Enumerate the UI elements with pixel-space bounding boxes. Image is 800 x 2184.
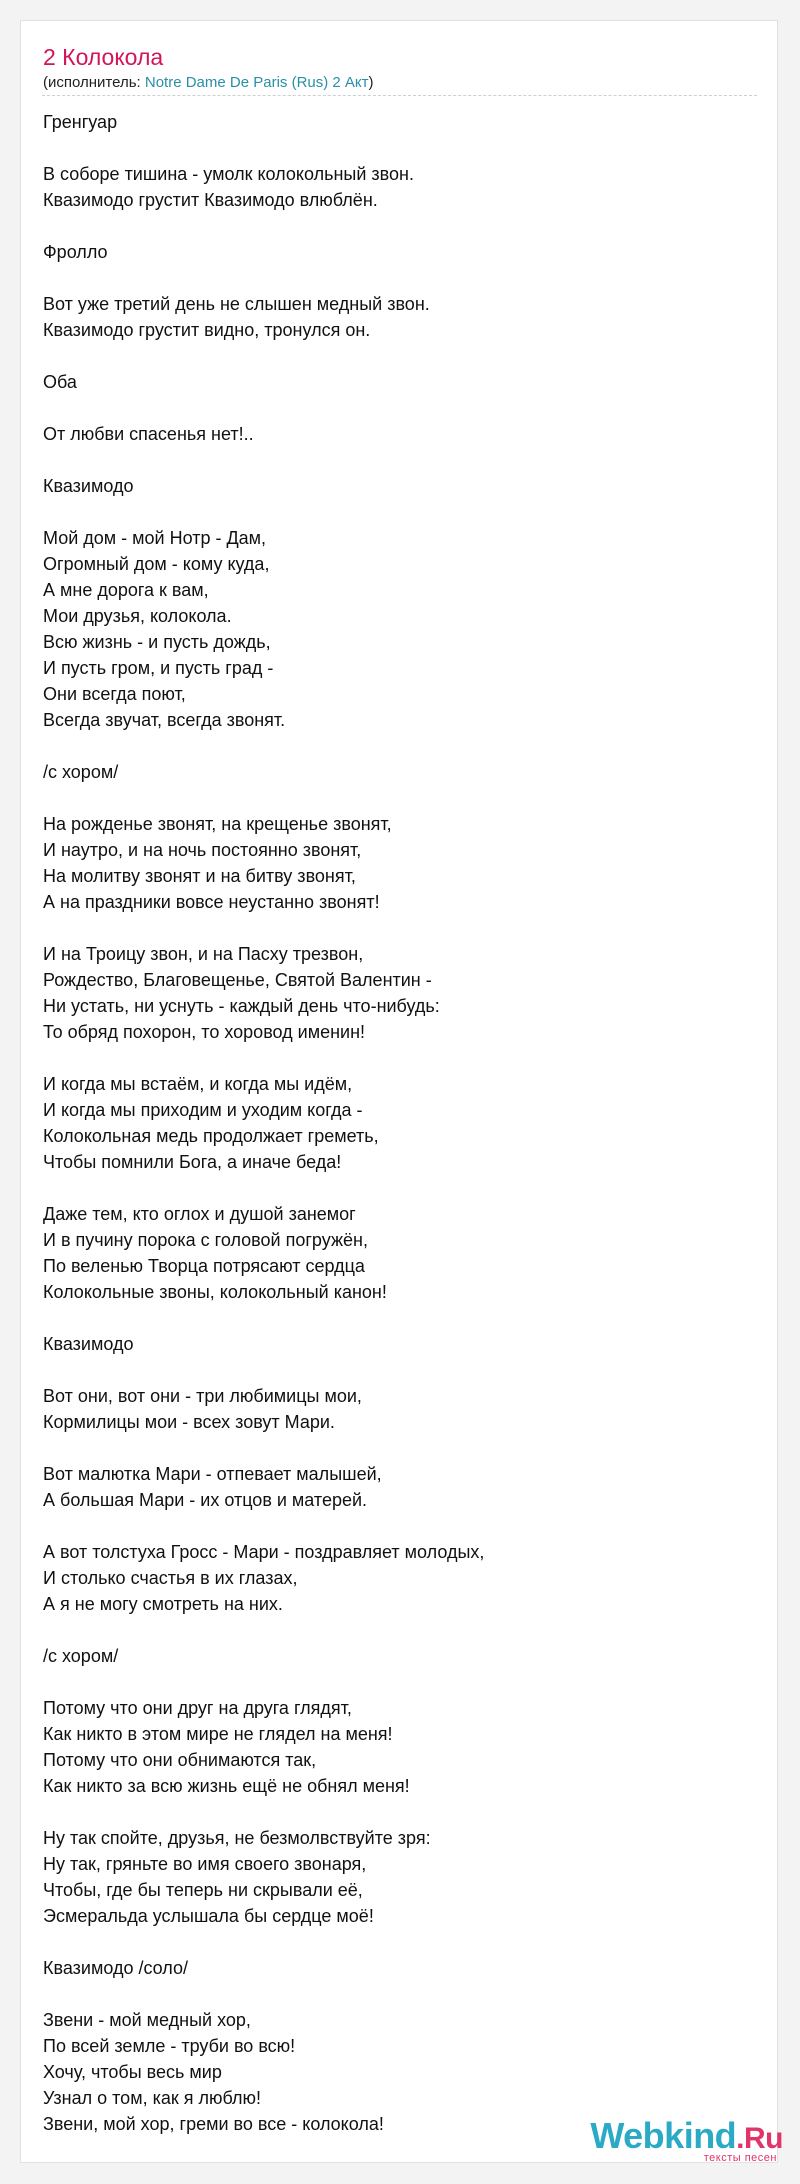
lyrics-line: И когда мы приходим и уходим когда -: [43, 1100, 363, 1120]
lyrics-line: А мне дорога к вам,: [43, 580, 209, 600]
header-divider: [42, 95, 757, 96]
lyrics-line: И в пучину порока с головой погружён,: [43, 1230, 368, 1250]
lyrics-line: Колокольная медь продолжает греметь,: [43, 1126, 379, 1146]
lyrics-stanza: [43, 759, 758, 785]
artist-suffix: ): [368, 74, 374, 91]
lyrics-line: Потому что они обнимаются так,: [43, 1750, 317, 1770]
logo-name: Webkind: [590, 2115, 737, 2156]
lyrics-line: Всю жизнь - и пусть дождь,: [43, 632, 271, 652]
lyrics-line: Вот уже третий день не слышен медный звон.: [43, 294, 430, 314]
logo-tagline: тексты песен: [703, 2152, 777, 2164]
lyrics-line: Потому что они друг на друга глядят,: [43, 1698, 352, 1718]
lyrics-line: Всегда звучат, всегда звонят.: [43, 710, 286, 730]
lyrics-line: На рожденье звонят, на крещенье звонят,: [43, 814, 392, 834]
logo-tld: .Ru: [736, 2122, 783, 2155]
lyrics-stanza: [43, 811, 758, 915]
lyrics-stanza: [43, 941, 758, 1045]
lyrics-line: Звени - мой медный хор,: [43, 2010, 251, 2030]
lyrics-line: Кормилицы мои - всех зовут Мари.: [43, 1412, 335, 1432]
lyrics-line: И когда мы встаём, и когда мы идём,: [43, 1074, 353, 1094]
lyrics-line: И пусть гром, и пусть град -: [43, 658, 274, 678]
lyrics-line: Квазимодо грустит видно, тронулся он.: [43, 320, 371, 340]
lyrics-stanza: [43, 109, 758, 135]
lyrics-stanza: [43, 1825, 758, 1929]
lyrics-line: Они всегда поют,: [43, 684, 186, 704]
lyrics-line: Вот малютка Мари - отпевает малышей,: [43, 1464, 382, 1484]
lyrics-line: Колокольные звоны, колокольный канон!: [43, 1282, 387, 1302]
lyrics-line: Как никто в этом мире не глядел на меня!: [43, 1724, 393, 1744]
lyrics-stanza: [43, 525, 758, 733]
lyrics-stanza: [43, 1201, 758, 1305]
lyrics-line: А вот толстуха Гросс - Мари - поздравляет молодых,: [43, 1542, 485, 1562]
lyrics-line: Квазимодо: [43, 1334, 134, 1354]
lyrics-line: /с хором/: [43, 1646, 119, 1666]
artist-link[interactable]: Notre Dame De Paris (Rus) 2 Акт: [144, 74, 369, 91]
lyrics-line: Мои друзья, колокола.: [43, 606, 232, 626]
lyrics-line: Ну так, гряньте во имя своего звонаря,: [43, 1854, 367, 1874]
lyrics-stanza: [43, 1461, 758, 1513]
lyrics-line: От любви спасенья нет!..: [43, 424, 254, 444]
lyrics-line: Вот они, вот они - три любимицы мои,: [43, 1386, 362, 1406]
lyrics-stanza: [43, 1643, 758, 1669]
lyrics-line: По веленью Творца потрясают сердца: [43, 1256, 365, 1276]
lyrics-line: Квазимодо /соло/: [43, 1958, 189, 1978]
lyrics-line: Звени, мой хор, греми во все - колокола!: [43, 2114, 384, 2134]
lyrics-stanza: [43, 161, 758, 213]
lyrics-card: [20, 20, 783, 2164]
lyrics-stanza: [43, 291, 758, 343]
lyrics-line: На молитву звонят и на битву звонят,: [43, 866, 356, 886]
lyrics-line: Огромный дом - кому куда,: [43, 554, 270, 574]
lyrics-stanza: [43, 1383, 758, 1435]
lyrics-line: Квазимодо грустит Квазимодо влюблён.: [43, 190, 378, 210]
lyrics-line: И наутро, и на ночь постоянно звонят,: [43, 840, 362, 860]
lyrics-line: Как никто за всю жизнь ещё не обнял меня!: [43, 1776, 410, 1796]
lyrics-line: И столько счастья в их глазах,: [43, 1568, 298, 1588]
lyrics-stanza: [43, 1539, 758, 1617]
lyrics-line: Гренгуар: [43, 112, 118, 132]
lyrics-line: Хочу, чтобы весь мир: [43, 2062, 222, 2082]
lyrics-stanza: [43, 421, 758, 447]
lyrics-line: То обряд похорон, то хоровод именин!: [43, 1022, 366, 1042]
lyrics-line: По всей земле - труби во всю!: [43, 2036, 296, 2056]
lyrics-stanza: [43, 239, 758, 265]
lyrics-stanza: [43, 1331, 758, 1357]
lyrics-stanza: [43, 1955, 758, 1981]
lyrics-line: А большая Мари - их отцов и матерей.: [43, 1490, 368, 1510]
lyrics-text: [43, 109, 758, 2163]
lyrics-stanza: [43, 1695, 758, 1799]
lyrics-stanza: [43, 1071, 758, 1175]
lyrics-line: Узнал о том, как я люблю!: [43, 2088, 261, 2108]
lyrics-line: Мой дом - мой Нотр - Дам,: [43, 528, 267, 548]
lyrics-line: Даже тем, кто оглох и душой занемог: [43, 1204, 356, 1224]
lyrics-stanza: [43, 369, 758, 395]
artist-line: [43, 74, 374, 92]
lyrics-line: Рождество, Благовещенье, Святой Валентин -: [43, 970, 432, 990]
lyrics-line: Чтобы, где бы теперь ни скрывали её,: [43, 1880, 363, 1900]
lyrics-line: Эсмеральда услышала бы сердце моё!: [43, 1906, 374, 1926]
song-title: 2 Колокола: [43, 44, 164, 70]
artist-prefix: (исполнитель:: [43, 74, 145, 91]
lyrics-line: Квазимодо: [43, 476, 134, 496]
lyrics-line: Фролло: [43, 242, 108, 262]
lyrics-stanza: [43, 473, 758, 499]
webkind-logo[interactable]: [583, 2116, 783, 2166]
lyrics-line: А я не могу смотреть на них.: [43, 1594, 283, 1614]
lyrics-line: Чтобы помнили Бога, а иначе беда!: [43, 1152, 342, 1172]
lyrics-line: А на праздники вовсе неустанно звонят!: [43, 892, 380, 912]
lyrics-line: Ни устать, ни уснуть - каждый день что-нибудь:: [43, 996, 440, 1016]
lyrics-line: Ну так спойте, друзья, не безмолвствуйте зря:: [43, 1828, 431, 1848]
lyrics-line: /с хором/: [43, 762, 119, 782]
lyrics-line: И на Троицу звон, и на Пасху трезвон,: [43, 944, 364, 964]
lyrics-line: В соборе тишина - умолк колокольный звон.: [43, 164, 414, 184]
lyrics-line: Оба: [43, 372, 77, 392]
